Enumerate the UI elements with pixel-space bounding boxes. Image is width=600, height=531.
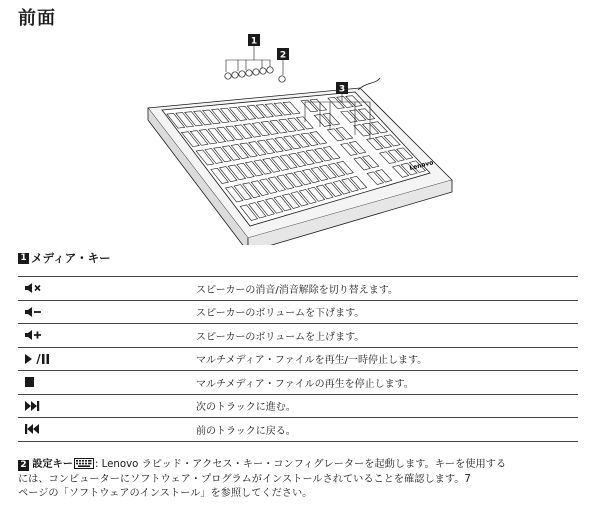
settings-note-line3: ページの「ソフトウェアのインストール」を参照してください。 xyxy=(18,488,313,499)
key-description: スピーカーの消音/消音解除を切り替えます。 xyxy=(194,277,578,301)
lenovo-logo: Lenovo xyxy=(408,159,435,172)
media-keys-table xyxy=(18,276,578,442)
table-row xyxy=(18,277,578,301)
callout-1 xyxy=(248,34,260,47)
keyboard-illustration xyxy=(130,30,460,245)
key-description: 次のトラックに進む。 xyxy=(194,394,578,418)
svg-text:3: 3 xyxy=(338,84,346,95)
table-row xyxy=(18,371,578,395)
media-keys-heading xyxy=(18,250,111,266)
table-row xyxy=(18,347,578,371)
page-title: 前面 xyxy=(18,8,56,29)
key-description: スピーカーのボリュームを上げます。 xyxy=(194,324,578,348)
volume-down-icon xyxy=(24,306,46,318)
table-row xyxy=(18,300,578,324)
settings-note-line1: : Lenovo ラピッド・アクセス・キー・コンフィグレーターを起動します。キーを使用する xyxy=(95,459,507,470)
settings-note-line2: には、コンピューターにソフトウェア・プログラムがインストールされていることを確認します。7 xyxy=(18,473,471,485)
table-row xyxy=(18,418,578,442)
callout-2 xyxy=(277,48,289,61)
section-badge: 2 xyxy=(18,460,29,471)
key-description: マルチメディア・ファイルを再生/一時停止します。 xyxy=(194,347,578,371)
settings-key-label: 設定キー xyxy=(32,459,73,470)
callout-3 xyxy=(336,82,348,95)
next-track-icon xyxy=(24,400,46,412)
section-badge: 1 xyxy=(18,253,29,264)
mute-icon xyxy=(24,282,46,294)
table-row xyxy=(18,324,578,348)
settings-key-note xyxy=(18,458,582,502)
svg-text:1: 1 xyxy=(250,36,258,47)
table-row xyxy=(18,394,578,418)
media-keys-title: メディア・キー xyxy=(31,251,111,265)
key-description: マルチメディア・ファイルの再生を停止します。 xyxy=(194,371,578,395)
volume-up-icon xyxy=(24,329,46,341)
svg-text:2: 2 xyxy=(279,50,287,61)
previous-track-icon xyxy=(24,423,46,435)
key-description: スピーカーのボリュームを下げます。 xyxy=(194,300,578,324)
stop-icon xyxy=(24,376,46,388)
key-description: 前のトラックに戻る。 xyxy=(194,418,578,442)
keyboard-icon xyxy=(74,458,94,469)
play-pause-icon xyxy=(24,353,52,365)
